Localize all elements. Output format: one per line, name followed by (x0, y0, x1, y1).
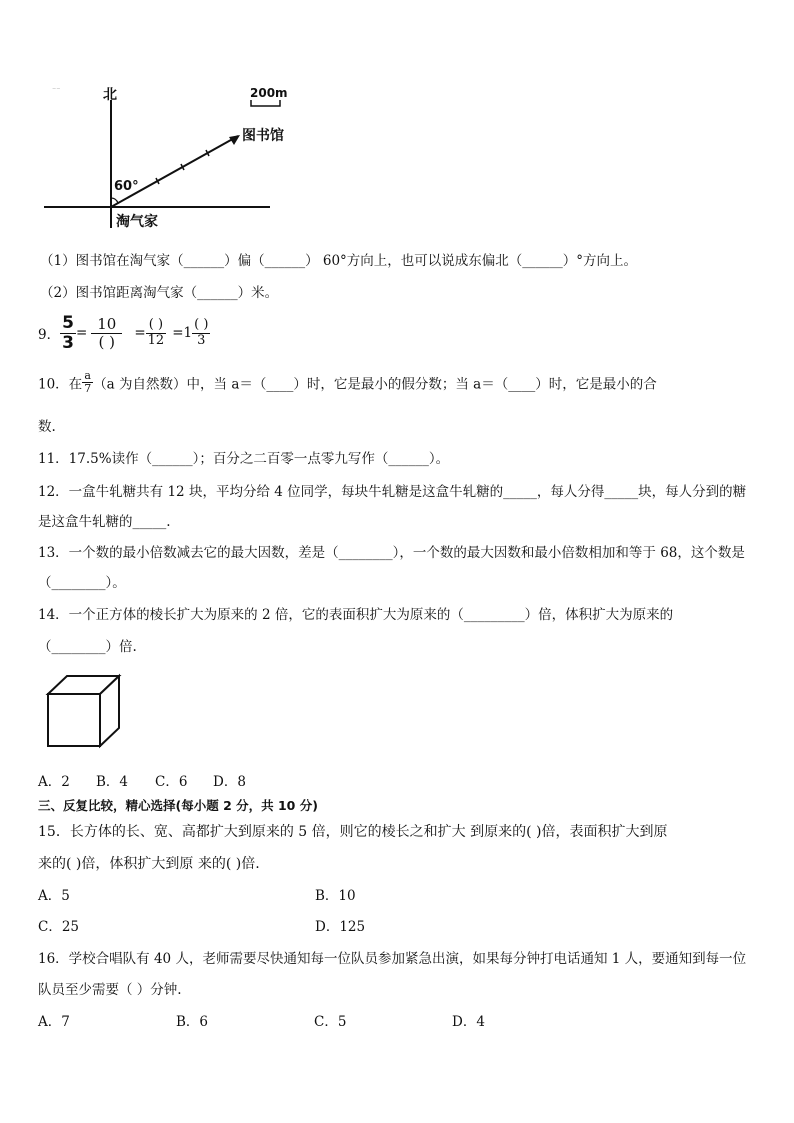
q10-line2: 数. (38, 419, 56, 435)
q15-option-c[interactable]: C．25 (38, 919, 80, 935)
q10-fraction (82, 370, 93, 395)
library-ray (111, 136, 238, 207)
q9-f2-denominator: ( ) (98, 332, 116, 351)
q9 (38, 314, 210, 352)
direction-diagram (0, 0, 300, 240)
home-label: 淘气家 (116, 214, 158, 230)
q14-option-c[interactable]: C．6 (155, 774, 188, 790)
q13-line1: 13．一个数的最小倍数减去它的最大因数，差是（________），一个数的最大因数和最小倍数相加和等于 68，这个数是 (38, 545, 745, 561)
q9-f1-numerator: 5 (62, 313, 74, 333)
q14-line1: 14．一个正方体的棱长扩大为原来的 2 倍，它的表面积扩大为原来的（_________）倍，体积扩大为原来的 (38, 607, 674, 623)
q10-line1 (38, 370, 657, 395)
cube-front-face (48, 694, 100, 746)
q9-fraction-2 (91, 316, 122, 350)
scale-bar (251, 100, 280, 106)
q12-line2: 是这盒牛轧糖的_____. (38, 514, 171, 530)
q15-line1: 15．长方体的长、宽、高都扩大到原来的 5 倍，则它的棱长之和扩大 到原来的( )倍，表面积扩大到原 (38, 824, 668, 840)
library-label: 图书馆 (242, 128, 284, 144)
q15-option-b[interactable]: B．10 (315, 888, 356, 904)
north-label: 北 (103, 87, 117, 103)
q14-line2: （________）倍. (38, 639, 137, 655)
q9-f1-denominator: 3 (62, 332, 74, 353)
q16-option-b[interactable]: B．6 (176, 1014, 209, 1030)
q8-part1: （1）图书馆在淘气家（______）偏（______） 60°方向上，也可以说成东偏北（______）°方向上。 (40, 253, 638, 269)
q9-eq-2: = (134, 325, 146, 342)
q16-option-a[interactable]: A．7 (38, 1014, 70, 1030)
q9-fraction-1 (60, 314, 76, 352)
q11: 11．17.5%读作（______）；百分之二百零一点零九写作（______）。 (38, 451, 450, 467)
q15-option-a[interactable]: A．5 (38, 888, 70, 904)
q14-option-d[interactable]: D．8 (213, 774, 246, 790)
q12-line1: 12．一盒牛轧糖共有 12 块，平均分给 4 位同学，每块牛轧糖是这盒牛轧糖的_____，每人分得_____块，每人分到的糖 (38, 484, 747, 500)
q13-line2: （________）。 (38, 575, 126, 591)
q9-f4-denominator: 3 (197, 332, 206, 348)
q9-fraction-3 (146, 318, 167, 348)
q10-rest: （a 为自然数）中，当 a＝（____）时，它是最小的假分数；当 a＝（____）时，它是最小的合 (93, 376, 657, 393)
q15-line2: 来的( )倍，体积扩大到原 来的( )倍. (38, 856, 260, 872)
q16-option-c[interactable]: C．5 (314, 1014, 347, 1030)
q9-eq-1: = (75, 325, 88, 342)
q9-mixed-whole: =1 (172, 325, 193, 342)
scale-label: 200m (250, 86, 288, 100)
q9-f2-numerator: 10 (91, 316, 122, 334)
q16-line1: 16．学校合唱队有 40 人，老师需要尽快通知每一位队员参加紧急出演，如果每分钟打电话通知 1 人，要通知到每一位 (38, 951, 747, 967)
q10-prefix: 10．在 (38, 376, 83, 393)
q15-option-d[interactable]: D．125 (315, 919, 366, 935)
angle-arc (111, 198, 118, 203)
section3-title: 三、反复比较，精心选择(每小题 2 分，共 10 分) (38, 798, 318, 813)
q9-fraction-4 (192, 318, 210, 348)
angle-label: 60° (114, 179, 139, 194)
q9-f3-numerator: ( ) (146, 318, 167, 333)
q16-line2: 队员至少需要（ ）分钟. (38, 982, 182, 998)
scribble-mark: ⁻⁻ (52, 85, 61, 94)
q9-number: 9． (38, 327, 61, 344)
q8-part2: （2）图书馆距离淘气家（______）米。 (40, 285, 279, 301)
q10-numerator: a (82, 370, 93, 383)
q14-option-a[interactable]: A．2 (38, 774, 70, 790)
q14-option-b[interactable]: B．4 (96, 774, 129, 790)
cube-figure (40, 670, 130, 752)
q9-f3-denominator: 12 (147, 332, 165, 348)
q16-option-d[interactable]: D．4 (452, 1014, 485, 1030)
q10-denominator: 7 (84, 382, 92, 396)
q9-f4-numerator: ( ) (194, 317, 209, 333)
